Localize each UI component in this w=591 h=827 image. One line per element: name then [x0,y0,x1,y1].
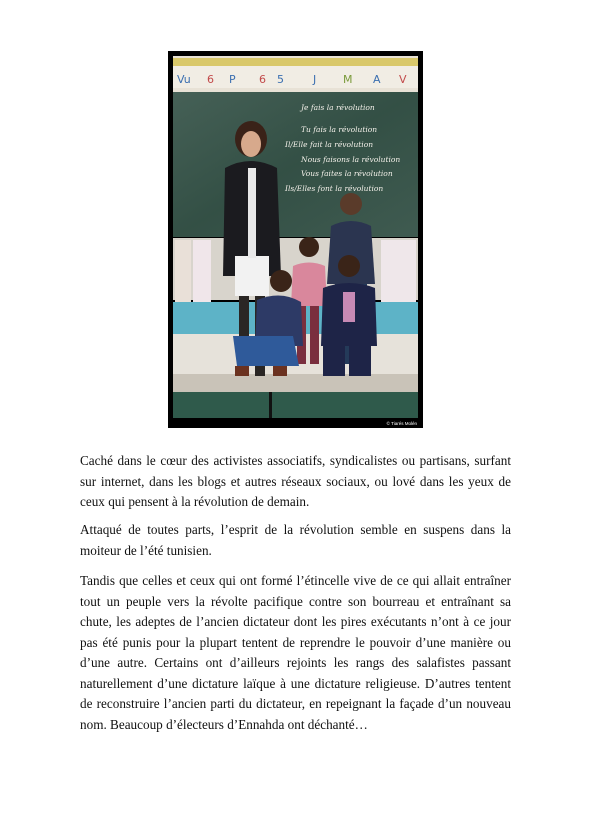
board-line: Ils/Elles font la révolution [285,184,384,193]
svg-text:5: 5 [277,73,284,86]
board-line: Il/Elle fait la révolution [285,140,374,149]
photo-credit: © Tiarés Molén [386,421,417,426]
classroom-photo [168,51,423,428]
board-line: Vous faites la révolution [301,169,393,178]
classroom-photo-image [173,56,418,418]
svg-text:6: 6 [259,73,266,86]
svg-text:6: 6 [207,73,214,86]
paragraph: Tandis que celles et ceux qui ont formé l’étincelle vive de ce qui allait entraîner tout un peuple vers la révolte pacifique contre son bourreau et entraînant sa chute, les adeptes de l’ancien dictateur dont les pires exécutants n’ont à ce jour pas été punis pour la plupart tentent de reprendre le pouvoir d’une manière ou d’une autre. Certains ont d’ailleurs rejoints les rangs des salafistes passant naturellement d’une dictature laïque à une dictature religieuse. D’autres tentent de reconstruire l’ancien parti du dictateur, en repeignant la façade d’un nouveau nom. Beaucoup d’électeurs d’Ennahda ont déchanté… [80,573,511,732]
paragraph-3-block [80,571,511,735]
board-line: Nous faisons la révolution [301,155,401,164]
svg-text:V: V [399,73,407,86]
paragraph: Attaqué de toutes parts, l’esprit de la révolution semble en suspens dans la moiteur de l’été tunisien. [80,522,511,558]
paragraph-1-block [80,451,511,513]
board-line: Tu fais la révolution [301,125,378,134]
svg-text:A: A [373,73,381,86]
paragraph: Caché dans le cœur des activistes associatifs, syndicalistes ou partisans, surfant sur internet, dans les blogs et autres réseaux sociaux, ou lové dans les yeux de ceux qui pensent à la révolution de demain. [80,453,511,509]
svg-text:M: M [343,73,353,86]
paragraph-2-block [80,520,511,561]
board-line: Je fais la révolution [301,103,375,112]
svg-text:J: J [313,73,317,86]
svg-text:Vu: Vu [177,73,191,86]
svg-text:P: P [229,73,236,86]
